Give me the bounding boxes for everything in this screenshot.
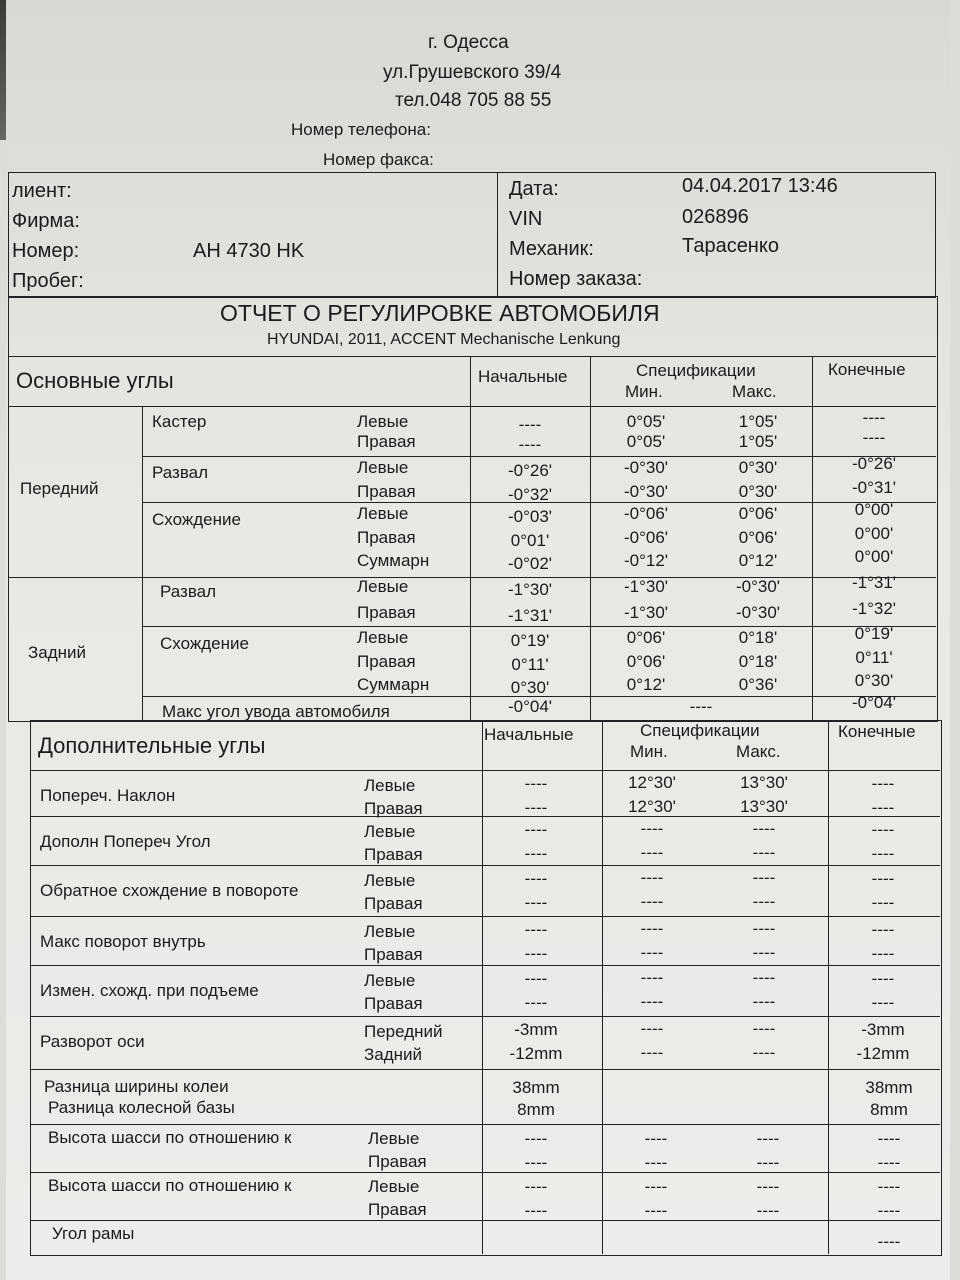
extra-angle-label: Разворот оси xyxy=(40,1032,145,1051)
initial-value: ---- xyxy=(524,820,548,839)
spec-min-value: 0°05' xyxy=(626,432,666,451)
city: г. Одесса xyxy=(428,32,509,53)
initial-value: ---- xyxy=(524,1177,548,1196)
side-label: Левые xyxy=(357,504,409,523)
spec-min-value: -0°06' xyxy=(623,504,669,523)
extra-section-title: Дополнительные углы xyxy=(38,733,266,758)
side-label: Левые xyxy=(364,871,416,890)
initial-value: ---- xyxy=(524,920,548,939)
final-value: ---- xyxy=(877,1153,901,1172)
track-diff-initial: 38mm xyxy=(512,1078,560,1097)
side-label: Суммарн xyxy=(357,675,430,694)
chassis-height-label: Высота шасси по отношению к xyxy=(48,1176,292,1195)
side-label: Правая xyxy=(357,432,416,451)
initial-value: 0°19' xyxy=(510,631,550,650)
final-value: ---- xyxy=(871,820,895,839)
spec-min-value: -1°30' xyxy=(623,603,669,622)
track-diff-final: 38mm xyxy=(865,1078,913,1097)
final-value: -1°31' xyxy=(851,573,897,592)
spec-max-value: ---- xyxy=(752,868,776,887)
final-value: -0°26' xyxy=(851,454,897,473)
extra-angle-label: Макс поворот внутрь xyxy=(40,932,206,951)
initial-value: ---- xyxy=(524,774,548,793)
date-value: 04.04.2017 13:46 xyxy=(682,175,838,197)
spec-min-value: ---- xyxy=(640,968,664,987)
spec-min-value: -0°30' xyxy=(623,482,669,501)
spec-min-value: ---- xyxy=(640,843,664,862)
thrust-angle-final: -0°04' xyxy=(851,693,897,712)
spec-min-value: ---- xyxy=(640,868,664,887)
base-diff-final: 8mm xyxy=(870,1100,908,1119)
spec-min-value: -1°30' xyxy=(623,577,669,596)
spec-max-value: ---- xyxy=(752,843,776,862)
final-value: ---- xyxy=(871,944,895,963)
side-label: Правая xyxy=(368,1200,427,1219)
spec-min-value: 0°06' xyxy=(626,652,666,671)
initial-value: ---- xyxy=(524,798,548,817)
chassis-height-label: Высота шасси по отношению к xyxy=(48,1128,292,1147)
side-label: Правая xyxy=(364,799,423,818)
side-label: Правая xyxy=(357,528,416,547)
extra-angle-label: Обратное схождение в повороте xyxy=(40,881,299,900)
spec-max-value: 13°30' xyxy=(740,773,788,792)
final-value: ---- xyxy=(871,993,895,1012)
extra-col-spec: Спецификации xyxy=(640,721,760,740)
side-label: Правая xyxy=(364,845,423,864)
thrust-angle-spec: ---- xyxy=(689,697,713,716)
extra-angle-label: Попереч. Наклон xyxy=(40,786,176,805)
side-label: Левые xyxy=(368,1129,420,1148)
spec-max-value: 0°30' xyxy=(738,482,778,501)
frame-top-line xyxy=(30,1220,940,1221)
side-label: Левые xyxy=(364,971,416,990)
number-value: AH 4730 HK xyxy=(193,240,305,262)
spec-max-value: 13°30' xyxy=(740,797,788,816)
spec-min-value: ---- xyxy=(644,1201,668,1220)
initial-value: ---- xyxy=(518,415,542,434)
spec-min-value: ---- xyxy=(640,943,664,962)
initial-value: 0°01' xyxy=(510,531,550,550)
spec-min-value: ---- xyxy=(644,1177,668,1196)
firm-label: Фирма: xyxy=(12,210,80,232)
side-label: Задний xyxy=(364,1045,423,1064)
main-col-final: Конечные xyxy=(828,360,906,379)
angle-group-label: Схождение xyxy=(160,634,249,653)
initial-value: -1°31' xyxy=(507,606,553,625)
final-value: ---- xyxy=(862,408,886,427)
rear-axle-label: Задний xyxy=(28,643,87,662)
spec-max-value: 0°18' xyxy=(738,652,778,671)
row-divider xyxy=(30,1124,940,1125)
initial-value: ---- xyxy=(524,993,548,1012)
frame-angle-label: Угол рамы xyxy=(52,1224,135,1243)
spec-max-value: ---- xyxy=(756,1201,780,1220)
spec-min-value: ---- xyxy=(640,992,664,1011)
row-divider xyxy=(30,965,940,966)
initial-value: -0°02' xyxy=(507,554,553,573)
extra-angle-label: Дополн Попереч Угол xyxy=(40,832,211,851)
track-top-line xyxy=(30,1069,940,1070)
spec-min-value: ---- xyxy=(640,1043,664,1062)
initial-value: -0°26' xyxy=(507,461,553,480)
spec-max-value: 0°06' xyxy=(738,528,778,547)
side-label: Левые xyxy=(364,922,416,941)
order-label: Номер заказа: xyxy=(509,268,643,290)
main-col-spec: Спецификации xyxy=(636,361,756,380)
initial-value: ---- xyxy=(524,869,548,888)
final-value: -1°32' xyxy=(851,599,897,618)
initial-value: -3mm xyxy=(514,1020,558,1039)
mileage-label: Пробег: xyxy=(12,270,84,292)
side-label: Левые xyxy=(357,412,409,431)
final-value: -12mm xyxy=(856,1044,910,1063)
extra-col-initial: Начальные xyxy=(484,725,574,744)
spec-max-value: -0°30' xyxy=(735,603,781,622)
info-divider xyxy=(497,172,498,296)
side-label: Левые xyxy=(357,628,409,647)
spec-min-value: -0°30' xyxy=(623,458,669,477)
phone-label: Номер телефона: xyxy=(291,120,431,139)
spec-max-value: ---- xyxy=(752,1043,776,1062)
report-title: ОТЧЕТ О РЕГУЛИРОВКЕ АВТОМОБИЛЯ xyxy=(220,300,660,326)
spec-max-value: -0°30' xyxy=(735,577,781,596)
spec-max-value: ---- xyxy=(752,919,776,938)
main-col-initial: Начальные xyxy=(478,367,568,386)
spec-min-value: 0°05' xyxy=(626,412,666,431)
initial-value: ---- xyxy=(518,435,542,454)
spec-max-value: ---- xyxy=(752,968,776,987)
final-value: -3mm xyxy=(861,1020,905,1039)
thrust-angle-label: Макс угол увода автомобиля xyxy=(162,702,390,721)
side-label: Левые xyxy=(368,1177,420,1196)
mechanic-label: Механик: xyxy=(509,238,594,260)
initial-value: ---- xyxy=(524,944,548,963)
initial-value: -12mm xyxy=(509,1044,563,1063)
spec-min-value: -0°12' xyxy=(623,551,669,570)
spec-max-value: ---- xyxy=(756,1177,780,1196)
client-label: лиент: xyxy=(12,180,72,202)
tel: тел.048 705 88 55 xyxy=(395,90,552,111)
front-axle-label: Передний xyxy=(20,479,99,498)
spec-max-value: 0°12' xyxy=(738,551,778,570)
initial-value: ---- xyxy=(524,1153,548,1172)
spec-min-value: 0°12' xyxy=(626,675,666,694)
report-subtitle: HYUNDAI, 2011, ACCENT Mechanische Lenkung xyxy=(267,331,621,348)
angle-group-label: Развал xyxy=(152,463,209,482)
fax-label: Номер факса: xyxy=(323,150,434,169)
spec-min-value: ---- xyxy=(644,1153,668,1172)
main-top-line xyxy=(8,356,936,357)
street: ул.Грушевского 39/4 xyxy=(383,62,562,83)
spec-max-value: ---- xyxy=(756,1129,780,1148)
final-value: ---- xyxy=(862,428,886,447)
final-value: ---- xyxy=(871,844,895,863)
vin-label: VIN xyxy=(509,208,543,230)
final-value: 0°11' xyxy=(855,648,893,667)
final-value: ---- xyxy=(871,920,895,939)
spec-min-value: ---- xyxy=(640,1019,664,1038)
spec-max-value: 0°18' xyxy=(738,628,778,647)
number-label: Номер: xyxy=(12,240,80,262)
final-value: 0°00' xyxy=(854,500,894,519)
spec-max-value: ---- xyxy=(752,992,776,1011)
row-divider xyxy=(30,916,940,917)
initial-value: -0°03' xyxy=(507,507,553,526)
final-value: ---- xyxy=(871,869,895,888)
initial-value: 0°30' xyxy=(510,678,550,697)
spec-min-value: -0°06' xyxy=(623,528,669,547)
spec-max-value: 0°30' xyxy=(738,458,778,477)
final-value: ---- xyxy=(871,893,895,912)
spec-max-value: 1°05' xyxy=(738,432,778,451)
extra-col-max: Макс. xyxy=(736,742,781,761)
final-value: ---- xyxy=(871,798,895,817)
main-col-min: Мин. xyxy=(625,382,663,401)
spec-min-value: ---- xyxy=(640,919,664,938)
date-label: Дата: xyxy=(509,178,559,200)
row-divider xyxy=(30,816,940,817)
main-vline-group xyxy=(142,406,143,720)
spec-min-value: ---- xyxy=(640,819,664,838)
main-header-line xyxy=(8,406,936,407)
side-label: Правая xyxy=(357,603,416,622)
initial-value: 0°11' xyxy=(511,655,549,674)
initial-value: ---- xyxy=(524,1129,548,1148)
initial-value: ---- xyxy=(524,844,548,863)
side-label: Правая xyxy=(357,652,416,671)
mechanic-value: Тарасенко xyxy=(682,235,779,257)
initial-value: ---- xyxy=(524,1201,548,1220)
spec-min-value: ---- xyxy=(640,892,664,911)
final-value: ---- xyxy=(877,1129,901,1148)
final-value: ---- xyxy=(871,969,895,988)
track-diff-label: Разница ширины колеи xyxy=(44,1077,229,1096)
side-label: Правая xyxy=(364,894,423,913)
spec-max-value: 1°05' xyxy=(738,412,778,431)
initial-value: -1°30' xyxy=(507,580,553,599)
side-label: Правая xyxy=(364,994,423,1013)
angle-group-label: Развал xyxy=(160,582,217,601)
angle-group-label: Схождение xyxy=(152,510,241,529)
side-label: Левые xyxy=(357,577,409,596)
side-label: Правая xyxy=(357,482,416,501)
base-diff-initial: 8mm xyxy=(517,1100,555,1119)
spec-min-value: ---- xyxy=(644,1129,668,1148)
spec-max-value: ---- xyxy=(752,819,776,838)
spec-max-value: ---- xyxy=(752,892,776,911)
initial-value: ---- xyxy=(524,969,548,988)
side-label: Левые xyxy=(357,458,409,477)
spec-max-value: ---- xyxy=(752,1019,776,1038)
vin-value: 026896 xyxy=(682,206,749,228)
final-value: ---- xyxy=(871,774,895,793)
extra-angle-label: Измен. схожд. при подъеме xyxy=(40,981,259,1000)
side-label: Левые xyxy=(364,776,416,795)
final-value: 0°00' xyxy=(854,547,894,566)
extra-col-min: Мин. xyxy=(630,742,668,761)
spec-min-value: 12°30' xyxy=(628,773,676,792)
row-divider xyxy=(30,1016,940,1017)
spec-min-value: 12°30' xyxy=(628,797,676,816)
side-label: Правая xyxy=(368,1152,427,1171)
main-col-max: Макс. xyxy=(732,382,777,401)
spec-max-value: ---- xyxy=(752,943,776,962)
initial-value: -0°32' xyxy=(507,485,553,504)
row-divider xyxy=(30,865,940,866)
final-value: ---- xyxy=(877,1177,901,1196)
frame-angle-final: ---- xyxy=(877,1232,901,1251)
spec-max-value: 0°06' xyxy=(738,504,778,523)
main-vline-spec xyxy=(590,356,591,720)
extra-col-final: Конечные xyxy=(838,722,916,741)
final-value: -0°31' xyxy=(851,478,897,497)
side-label: Левые xyxy=(364,822,416,841)
spec-min-value: 0°06' xyxy=(626,628,666,647)
final-value: 0°00' xyxy=(854,524,894,543)
base-diff-label: Разница колесной базы xyxy=(48,1098,235,1117)
main-section-title: Основные углы xyxy=(16,368,174,393)
side-label: Суммарн xyxy=(357,551,430,570)
spec-max-value: ---- xyxy=(756,1153,780,1172)
initial-value: ---- xyxy=(524,893,548,912)
side-label: Передний xyxy=(364,1022,443,1041)
side-label: Правая xyxy=(364,945,423,964)
angle-group-label: Кастер xyxy=(152,412,207,431)
row-divider xyxy=(30,1172,940,1173)
spec-max-value: 0°36' xyxy=(738,675,778,694)
extra-header-line xyxy=(30,770,940,771)
final-value: ---- xyxy=(877,1201,901,1220)
final-value: 0°19' xyxy=(854,624,894,643)
final-value: 0°30' xyxy=(854,671,894,690)
thrust-angle-initial: -0°04' xyxy=(507,697,553,716)
